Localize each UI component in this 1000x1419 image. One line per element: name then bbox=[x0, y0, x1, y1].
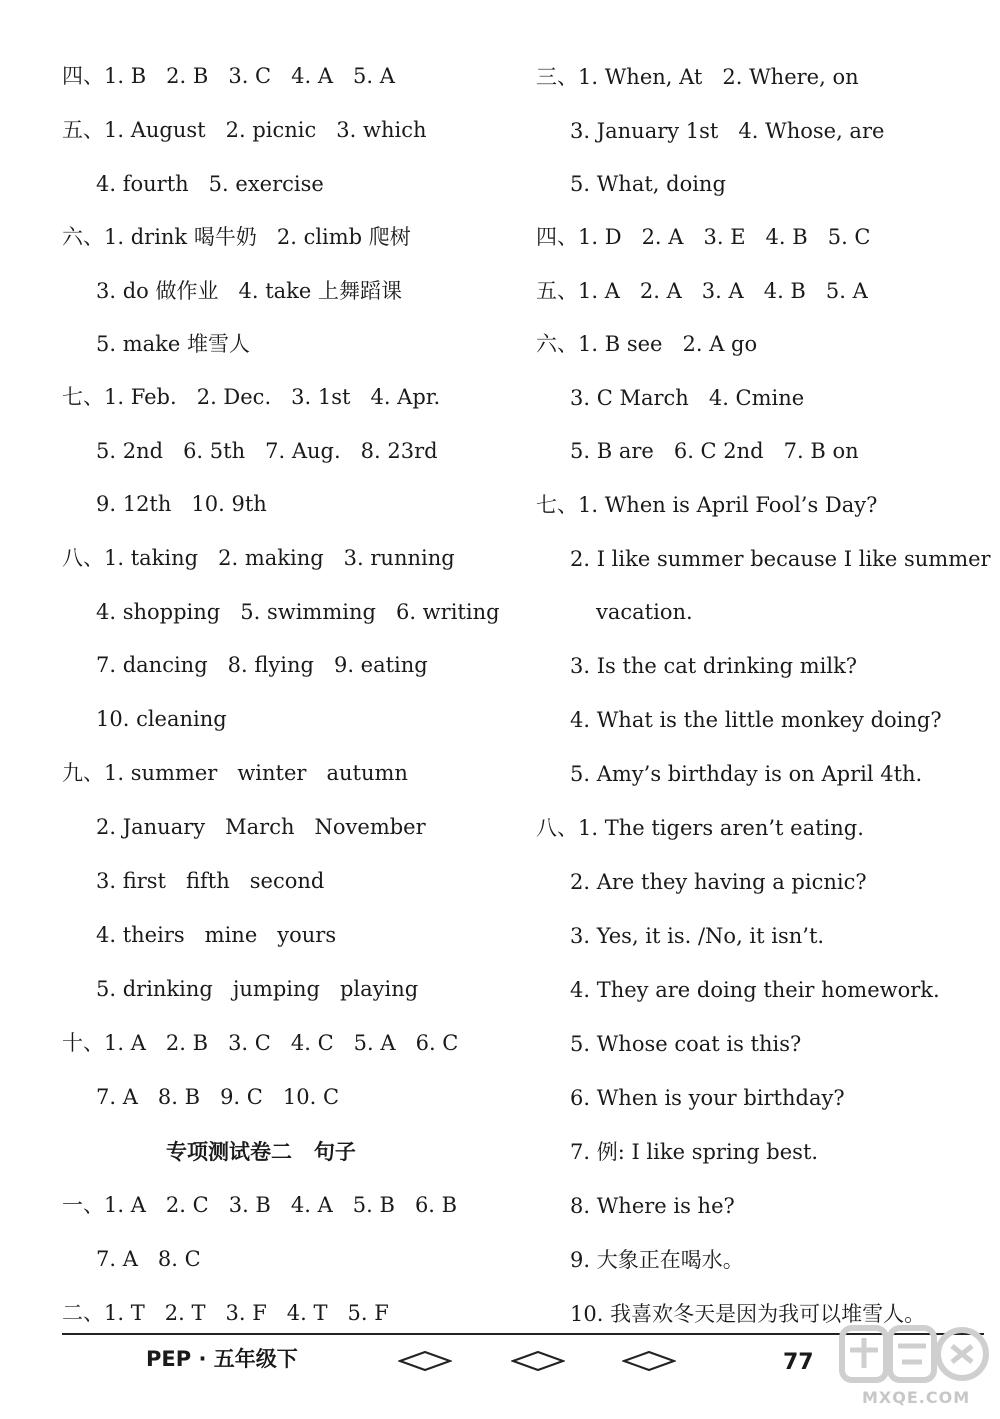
left-line: 4. theirs mine yours bbox=[96, 923, 337, 947]
left-line: 5. 2nd 6. 5th 7. Aug. 8. 23rd bbox=[96, 439, 438, 463]
right-line: 5. Amy’s birthday is on April 4th. bbox=[570, 762, 923, 786]
right-line: 10. 我喜欢冬天是因为我可以堆雪人。 bbox=[570, 1302, 926, 1326]
right-line: 5. B are 6. C 2nd 7. B on bbox=[570, 439, 859, 463]
right-line: vacation. bbox=[596, 600, 693, 624]
right-line: 2. I like summer because I like summer bbox=[570, 547, 991, 571]
watermark-text: MXQE.COM bbox=[862, 1388, 971, 1407]
right-line: 8. Where is he? bbox=[570, 1194, 735, 1218]
left-line: 4. shopping 5. swimming 6. writing bbox=[96, 600, 500, 624]
right-line: 5. What, doing bbox=[570, 172, 726, 196]
right-line: 3. Yes, it is. /No, it isn’t. bbox=[570, 924, 825, 948]
right-line: 7. 例: I like spring best. bbox=[570, 1140, 819, 1164]
left-line: 四、1. B 2. B 3. C 4. A 5. A bbox=[62, 64, 395, 88]
right-line: 六、1. B see 2. A go bbox=[536, 332, 758, 356]
right-line: 2. Are they having a picnic? bbox=[570, 870, 867, 894]
left-line: 二、1. T 2. T 3. F 4. T 5. F bbox=[62, 1301, 389, 1325]
page-number: 77 bbox=[783, 1350, 814, 1375]
diamond-icon bbox=[511, 1350, 565, 1372]
left-line: 十、1. A 2. B 3. C 4. C 5. A 6. C bbox=[62, 1031, 459, 1055]
left-line: 4. fourth 5. exercise bbox=[96, 172, 324, 196]
right-line: 3. C March 4. Cmine bbox=[570, 386, 805, 410]
footer-label: PEP · 五年级下 bbox=[146, 1347, 298, 1371]
left-line: 9. 12th 10. 9th bbox=[96, 492, 267, 516]
right-line: 9. 大象正在喝水。 bbox=[570, 1248, 744, 1272]
left-line: 5. make 堆雪人 bbox=[96, 332, 250, 356]
right-line: 3. January 1st 4. Whose, are bbox=[570, 119, 885, 143]
right-line: 五、1. A 2. A 3. A 4. B 5. A bbox=[536, 279, 868, 303]
left-line: 7. A 8. B 9. C 10. C bbox=[96, 1085, 340, 1109]
right-line: 6. When is your birthday? bbox=[570, 1086, 845, 1110]
left-line: 六、1. drink 喝牛奶 2. climb 爬树 bbox=[62, 225, 411, 249]
right-line: 4. What is the little monkey doing? bbox=[570, 708, 942, 732]
left-line: 10. cleaning bbox=[96, 707, 227, 731]
left-line: 七、1. Feb. 2. Dec. 3. 1st 4. Apr. bbox=[62, 385, 441, 409]
right-line: 5. Whose coat is this? bbox=[570, 1032, 802, 1056]
section-title: 专项测试卷二 句子 bbox=[166, 1140, 356, 1164]
left-line: 2. January March November bbox=[96, 815, 426, 839]
left-line: 五、1. August 2. picnic 3. which bbox=[62, 118, 427, 142]
right-line: 4. They are doing their homework. bbox=[570, 978, 940, 1002]
right-line: 七、1. When is April Fool’s Day? bbox=[536, 493, 878, 517]
right-line: 三、1. When, At 2. Where, on bbox=[536, 65, 859, 89]
right-line: 3. Is the cat drinking milk? bbox=[570, 654, 858, 678]
diamond-icon bbox=[398, 1350, 452, 1372]
left-line: 3. do 做作业 4. take 上舞蹈课 bbox=[96, 279, 402, 303]
left-line: 八、1. taking 2. making 3. running bbox=[62, 546, 455, 570]
right-line: 八、1. The tigers aren’t eating. bbox=[536, 816, 864, 840]
left-line: 7. A 8. C bbox=[96, 1247, 201, 1271]
left-line: 九、1. summer winter autumn bbox=[62, 761, 408, 785]
left-line: 5. drinking jumping playing bbox=[96, 977, 419, 1001]
left-line: 一、1. A 2. C 3. B 4. A 5. B 6. B bbox=[62, 1193, 458, 1217]
diamond-icon bbox=[622, 1350, 676, 1372]
right-line: 四、1. D 2. A 3. E 4. B 5. C bbox=[536, 225, 871, 249]
left-line: 3. first fifth second bbox=[96, 869, 325, 893]
left-line: 7. dancing 8. flying 9. eating bbox=[96, 653, 428, 677]
